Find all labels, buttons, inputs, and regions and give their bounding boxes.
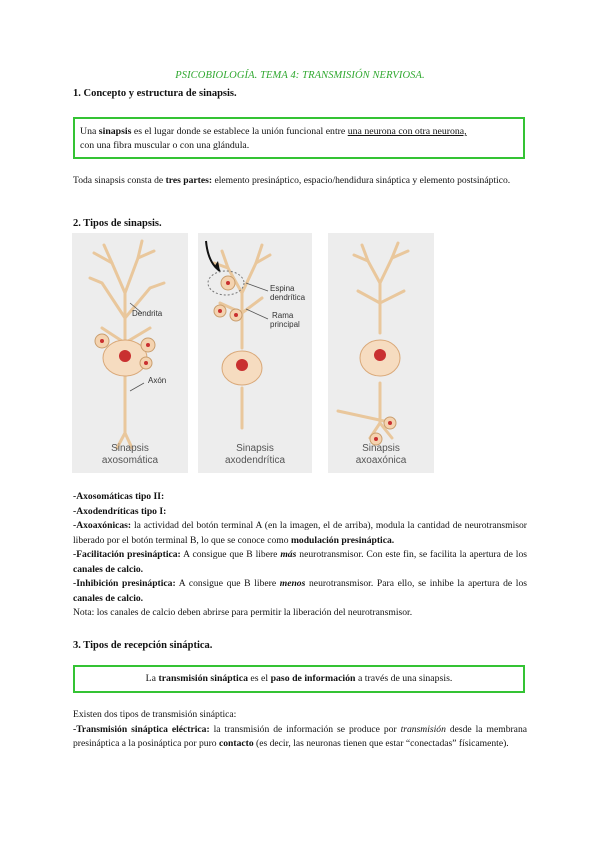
list-note: Nota: los canales de calcio deben abrirse para permitir la liberación del neurotransmisor. xyxy=(73,607,413,618)
box2-bold-1: transmisión sináptica xyxy=(158,673,248,684)
electrical-bold: contacto xyxy=(219,738,254,749)
electrical-text-1: la transmisión de información se produce por xyxy=(209,723,401,735)
parts-bold: tres partes: xyxy=(165,175,213,186)
label-rama-1: Rama xyxy=(272,311,294,320)
box-text-line2: con una fibra muscular o con una glándula. xyxy=(80,140,250,151)
caption-3-line1: Sinapsis xyxy=(362,443,400,454)
facilitation-text-2: neurotransmisor. Con este fin, se facilita la apertura de los xyxy=(296,549,527,560)
caption-3-line2: axoaxónica xyxy=(355,455,407,466)
electrical-transmission-item xyxy=(73,723,527,752)
synapse-types-list xyxy=(73,490,527,621)
electrical-text-2: desde la membrana presináptica a la posináptica por puro xyxy=(73,723,527,749)
inhibition-text-2: neurotransmisor. Para ello, se inhibe la apertura de los xyxy=(305,578,527,589)
list-item-axoaxonic-text: la actividad del botón terminal A (en la imagen, el de arriba), modula la cantidad de neurotransmisor liberado por el botón terminal B, lo que se conoce como xyxy=(73,520,527,546)
caption-2-line2: axodendrítica xyxy=(224,455,286,466)
facilitation-bold: canales de calcio. xyxy=(73,563,144,575)
list-item-axoaxonic-label: -Axoaxónicas: xyxy=(73,520,132,531)
box-bold-term: sinapsis xyxy=(98,126,132,137)
inhibition-label: -Inhibición presináptica: xyxy=(73,578,176,589)
parts-text-post: elemento presináptico, espacio/hendidura sináptica y elemento postsináptico. xyxy=(212,175,511,186)
caption-2-line1: Sinapsis xyxy=(236,443,274,454)
list-item-axodendritic-label: -Axodendríticas tipo I: xyxy=(73,505,167,517)
transmission-types-paragraph xyxy=(73,708,527,752)
parts-text-pre: Toda sinapsis consta de xyxy=(73,175,166,186)
box2-text-mid: es el xyxy=(247,673,271,684)
transmission-intro: Existen dos tipos de transmisión sináptica: xyxy=(73,709,237,720)
caption-1-line1: Sinapsis xyxy=(111,443,149,454)
list-item-axosomatic-label: -Axosomáticas tipo II: xyxy=(73,491,165,502)
parts-paragraph xyxy=(73,174,527,189)
label-axon: Axón xyxy=(148,376,167,385)
caption-1-line2: axosomática xyxy=(101,455,159,466)
figure-panel-axoaxonic xyxy=(328,233,434,473)
section-3-heading: 3. Tipos de recepción sináptica. xyxy=(73,640,213,651)
list-item-axoaxonic-bold: modulación presináptica. xyxy=(290,534,395,546)
list-item-axosomatic xyxy=(73,490,527,505)
inhibition-em: menos xyxy=(279,578,306,589)
facilitation-em: más xyxy=(280,549,297,560)
section-1-heading: 1. Concepto y estructura de sinapsis. xyxy=(73,88,237,99)
document-title: PSICOBIOLOGÍA. TEMA 4: TRANSMISIÓN NERVIOSA. xyxy=(175,70,425,81)
box2-bold-2: paso de información xyxy=(270,673,356,684)
neuron-axoaxonic-illustration xyxy=(328,233,434,473)
neuron-axodendritic-illustration xyxy=(198,233,312,473)
box-underlined: una neurona con otra neurona, xyxy=(347,126,467,137)
definition-box xyxy=(73,117,525,159)
label-espina-1: Espina xyxy=(270,284,295,293)
figure-panel-axodendritic xyxy=(198,233,312,473)
section-2-heading: 2. Tipos de sinapsis. xyxy=(73,218,162,229)
box2-text-pre: La xyxy=(145,673,159,684)
label-dendrita: Dendrita xyxy=(132,309,163,318)
box2-text-post: a través de una sinapsis. xyxy=(355,673,453,684)
transmission-definition-box xyxy=(73,665,525,693)
box-text-mid: es el lugar donde se establece la unión funcional entre xyxy=(131,126,348,137)
electrical-em: transmisión xyxy=(400,723,446,735)
list-item-axoaxonic xyxy=(73,519,527,548)
electrical-label: -Transmisión sináptica eléctrica: xyxy=(73,723,210,735)
facilitation-label: -Facilitación presináptica: xyxy=(73,549,181,560)
figure-panel-axosomatic xyxy=(72,233,188,473)
list-item-inhibition xyxy=(73,577,527,606)
list-item-facilitation xyxy=(73,548,527,577)
label-espina-2: dendrítica xyxy=(270,293,306,302)
list-item-axodendritic xyxy=(73,505,527,520)
neuron-axosomatic-illustration xyxy=(72,233,188,473)
electrical-text-3: (es decir, las neuronas tienen que estar “conectadas” físicamente). xyxy=(253,738,509,749)
inhibition-bold: canales de calcio. xyxy=(73,592,144,604)
inhibition-text-1: A consigue que B libere xyxy=(175,578,280,589)
facilitation-text-1: A consigue que B libere xyxy=(180,549,281,560)
label-rama-2: principal xyxy=(270,320,300,329)
box-text: Una xyxy=(80,126,99,137)
